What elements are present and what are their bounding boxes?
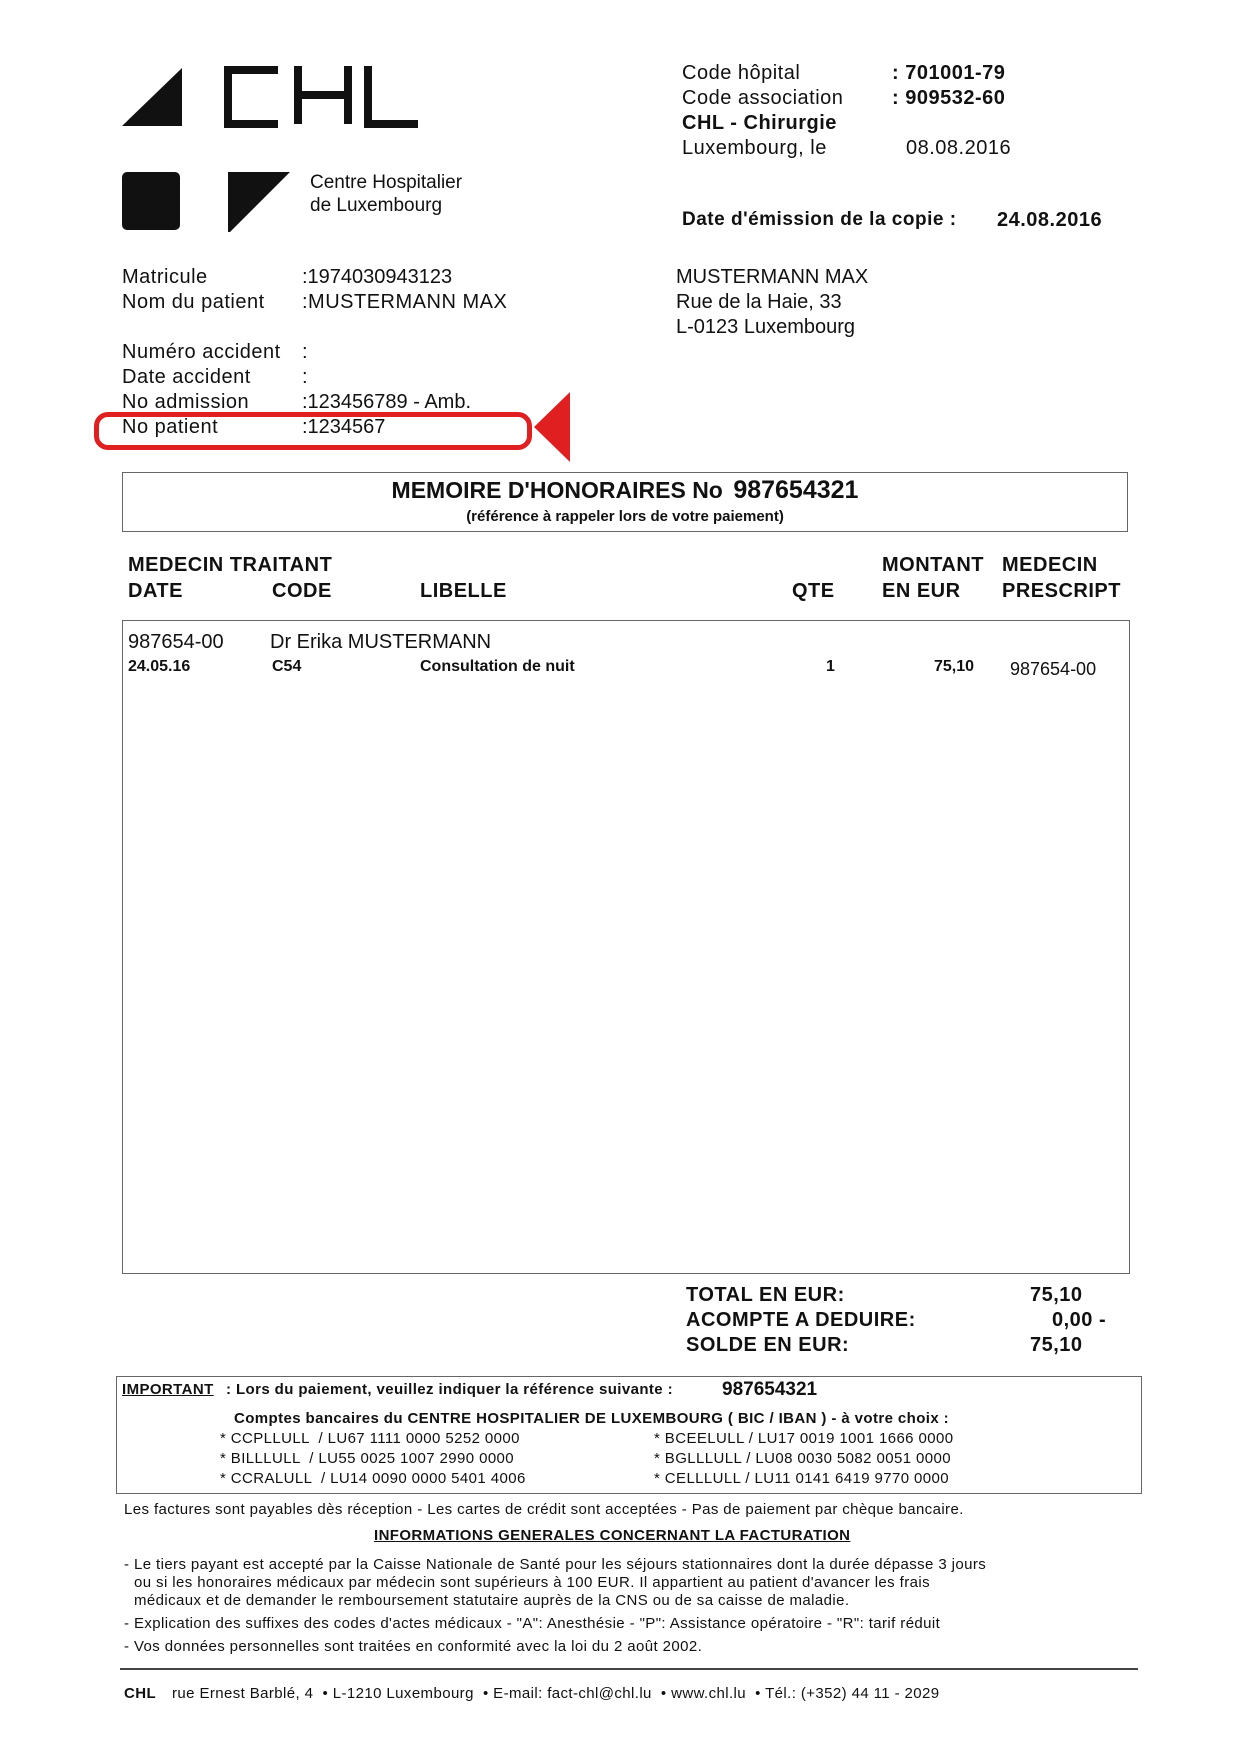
numero-accident-value: : xyxy=(302,341,309,363)
footer-divider xyxy=(120,1668,1138,1670)
memoire-title-row xyxy=(122,476,1128,505)
table-body-box xyxy=(122,620,1130,1274)
row-libelle: Consultation de nuit xyxy=(420,658,575,675)
important-text: : Lors du paiement, veuillez indiquer la référence suivante : xyxy=(226,1381,674,1398)
address-line3: L-0123 Luxembourg xyxy=(676,316,856,338)
no-patient-value: :1234567 xyxy=(302,416,386,438)
numero-accident-label: Numéro accident xyxy=(122,341,281,363)
code-association-value: : 909532-60 xyxy=(892,87,1006,109)
address-line2: Rue de la Haie, 33 xyxy=(676,291,842,313)
payment-note: Les factures sont payables dès réception - Les cartes de crédit sont acceptées - Pas de paiement par chèque bancaire. xyxy=(124,1501,964,1518)
account-left-2: * BILLLULL / LU55 0025 1007 2990 0000 xyxy=(220,1450,515,1467)
place-label: Luxembourg, le xyxy=(682,137,827,159)
date-accident-value: : xyxy=(302,366,309,388)
header-date: DATE xyxy=(128,580,183,602)
header-prescript: PRESCRIPT xyxy=(1002,580,1121,602)
row-code: C54 xyxy=(272,658,302,675)
place-date: 08.08.2016 xyxy=(906,137,1012,159)
logo-name-line1: Centre Hospitalier xyxy=(310,172,463,193)
address-line1: MUSTERMANN MAX xyxy=(676,266,869,288)
copy-date-value: 24.08.2016 xyxy=(997,209,1103,231)
code-hopital-value: : 701001-79 xyxy=(892,62,1006,84)
info-title: INFORMATIONS GENERALES CONCERNANT LA FACTURATION xyxy=(374,1527,851,1544)
row-montant: 75,10 xyxy=(934,658,975,675)
service-name: CHL - Chirurgie xyxy=(682,112,837,134)
code-hopital-label: Code hôpital xyxy=(682,62,801,84)
doctor-name: Dr Erika MUSTERMANN xyxy=(270,631,492,653)
memoire-number: 987654321 xyxy=(733,476,859,504)
highlight-outline xyxy=(94,412,532,450)
important-label: IMPORTANT xyxy=(122,1381,214,1398)
info-1-line3: médicaux et de demander le remboursement statutaire auprès de la CNS ou de sa caisse de maladie. xyxy=(134,1592,850,1609)
acompte-value: 0,00 - xyxy=(1052,1309,1107,1331)
info-3: - Vos données personnelles sont traitées en conformité avec la loi du 2 août 2002. xyxy=(124,1638,703,1655)
matricule-value: :1974030943123 xyxy=(302,266,453,288)
account-right-3: * CELLLULL / LU11 0141 6419 9770 0000 xyxy=(654,1470,950,1487)
logo-name-line2: de Luxembourg xyxy=(310,195,443,216)
accounts-title: Comptes bancaires du CENTRE HOSPITALIER DE LUXEMBOURG ( BIC / IBAN ) - à votre choix : xyxy=(234,1410,950,1427)
footer-chl: CHL xyxy=(124,1685,157,1702)
copy-date-label: Date d'émission de la copie : xyxy=(682,209,957,230)
account-left-1: * CCPLLULL / LU67 1111 0000 5252 0000 xyxy=(220,1430,520,1447)
account-left-3: * CCRALULL / LU14 0090 0000 5401 4006 xyxy=(220,1470,526,1487)
code-association-label: Code association xyxy=(682,87,844,109)
total-value: 75,10 xyxy=(1030,1284,1083,1306)
date-accident-label: Date accident xyxy=(122,366,251,388)
admission-value: :123456789 - Amb. xyxy=(302,391,472,413)
total-label: TOTAL EN EUR: xyxy=(686,1284,845,1306)
header-medecin-traitant: MEDECIN TRAITANT xyxy=(128,554,333,576)
row-date: 24.05.16 xyxy=(128,658,191,675)
info-1-line2: ou si les honoraires médicaux par médecin sont supérieurs à 100 EUR. Il appartient au patient d'avancer les frais xyxy=(134,1574,930,1591)
important-reference: 987654321 xyxy=(722,1379,818,1400)
account-right-1: * BCEELULL / LU17 0019 1001 1666 0000 xyxy=(654,1430,954,1447)
memoire-subtitle: (référence à rappeler lors de votre paiement) xyxy=(466,508,784,525)
solde-label: SOLDE EN EUR: xyxy=(686,1334,850,1356)
header-en-eur: EN EUR xyxy=(882,580,961,602)
info-2: - Explication des suffixes des codes d'actes médicaux - "A": Anesthésie - "P": Assistance opératoire - "R": tarif réduit xyxy=(124,1615,941,1632)
doctor-code: 987654-00 xyxy=(128,631,224,653)
acompte-label: ACOMPTE A DEDUIRE: xyxy=(686,1309,916,1331)
account-right-2: * BGLLLULL / LU08 0030 5082 0051 0000 xyxy=(654,1450,951,1467)
header-montant: MONTANT xyxy=(882,554,984,576)
highlight-arrow-icon xyxy=(534,392,574,462)
header-libelle: LIBELLE xyxy=(420,580,507,602)
solde-value: 75,10 xyxy=(1030,1334,1083,1356)
header-medecin: MEDECIN xyxy=(1002,554,1098,576)
no-patient-label: No patient xyxy=(122,416,219,438)
matricule-label: Matricule xyxy=(122,266,208,288)
row-qte: 1 xyxy=(826,658,835,675)
footer-address: rue Ernest Barblé, 4 • L-1210 Luxembourg • E-mail: fact-chl@chl.lu • www.chl.lu • Tél.: (+352) 44 11 - 2029 xyxy=(172,1685,940,1702)
admission-label: No admission xyxy=(122,391,250,413)
nom-patient-value: :MUSTERMANN MAX xyxy=(302,291,508,313)
header-code: CODE xyxy=(272,580,332,602)
nom-patient-label: Nom du patient xyxy=(122,291,265,313)
header-qte: QTE xyxy=(792,580,835,602)
info-1-line1: - Le tiers payant est accepté par la Caisse Nationale de Santé pour les séjours stationnaires dont la durée dépasse 3 jours xyxy=(124,1556,987,1573)
memoire-title: MEMOIRE D'HONORAIRES No xyxy=(391,477,723,503)
row-prescript: 987654-00 xyxy=(1010,659,1097,679)
